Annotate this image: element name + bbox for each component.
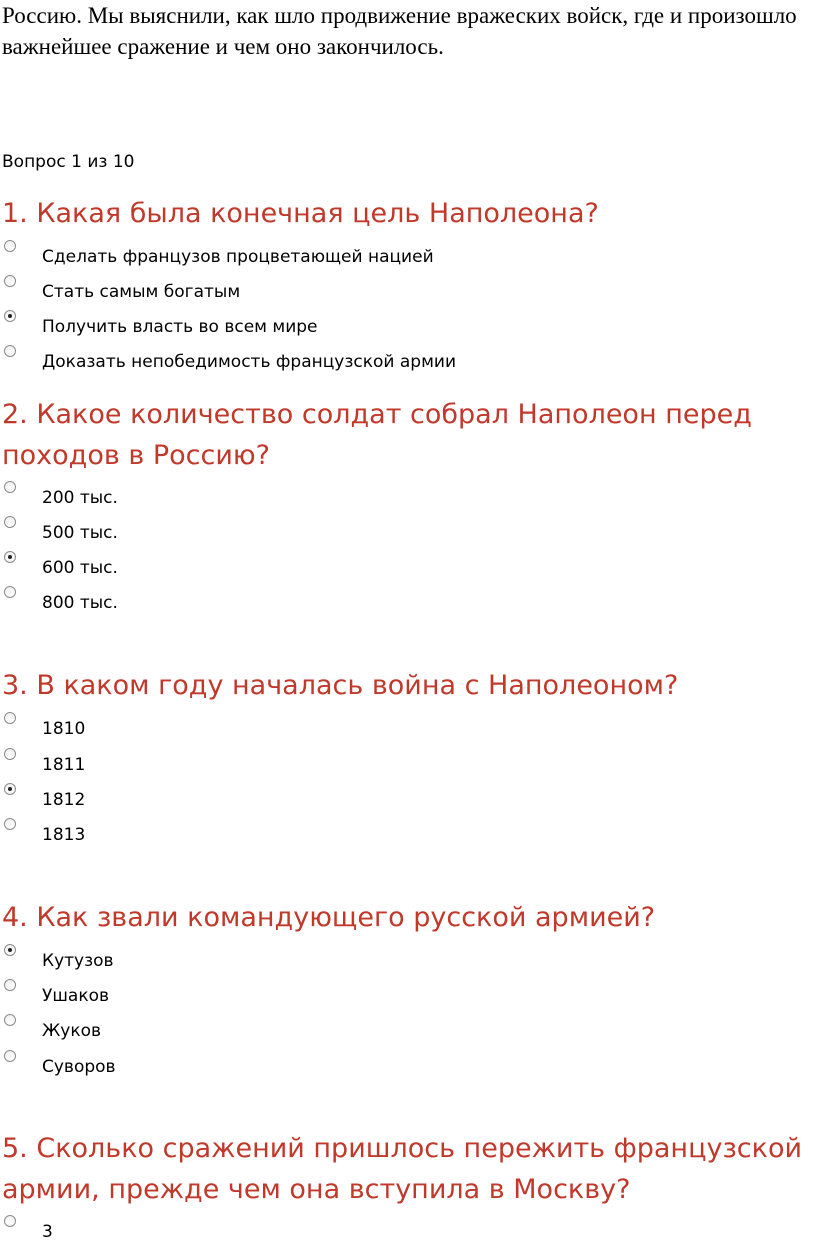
question-counter: Вопрос 1 из 10	[2, 152, 135, 172]
option-label: 800 тыс.	[42, 593, 118, 613]
option-label: 1811	[42, 755, 86, 775]
q2-option-2[interactable]	[0, 516, 700, 546]
option-label: 1813	[42, 825, 86, 845]
option-label: Жуков	[42, 1021, 102, 1041]
option-label: Суворов	[42, 1057, 116, 1077]
question-3-title: 3. В каком году началась война с Наполеоном?	[2, 670, 679, 701]
q1-option-1[interactable]	[0, 240, 700, 270]
option-label: Стать самым богатым	[42, 282, 241, 302]
radio-icon[interactable]	[4, 275, 16, 287]
option-label: 500 тыс.	[42, 523, 118, 543]
q2-option-1[interactable]	[0, 481, 700, 511]
question-4-title: 4. Как звали командующего русской армией?	[2, 902, 656, 933]
radio-icon[interactable]	[4, 1050, 16, 1062]
q3-option-1[interactable]	[0, 712, 700, 742]
radio-icon[interactable]	[4, 345, 16, 357]
q3-option-3[interactable]	[0, 783, 700, 813]
radio-icon[interactable]	[4, 240, 16, 252]
q2-option-4[interactable]	[0, 586, 700, 616]
radio-icon[interactable]	[4, 748, 16, 760]
q4-option-2[interactable]	[0, 979, 700, 1009]
radio-icon[interactable]	[4, 1215, 16, 1227]
q3-option-4[interactable]	[0, 818, 700, 848]
radio-icon[interactable]	[4, 979, 16, 991]
radio-icon[interactable]	[4, 586, 16, 598]
radio-checked-icon[interactable]	[4, 944, 16, 956]
radio-icon[interactable]	[4, 712, 16, 724]
question-2-title: 2. Какое количество солдат собрал Наполеон перед походов в Россию?	[2, 399, 752, 471]
radio-icon[interactable]	[4, 481, 16, 493]
option-label: Кутузов	[42, 951, 114, 971]
option-label: Сделать французов процветающей нацией	[42, 247, 434, 267]
option-label: 3	[42, 1222, 53, 1242]
option-label: 600 тыс.	[42, 558, 118, 578]
option-label: 200 тыс.	[42, 488, 118, 508]
option-label: 1812	[42, 790, 86, 810]
radio-checked-icon[interactable]	[4, 783, 16, 795]
option-label: 1810	[42, 719, 86, 739]
option-label: Получить власть во всем мире	[42, 317, 318, 337]
q4-option-1[interactable]	[0, 944, 700, 974]
radio-checked-icon[interactable]	[4, 551, 16, 563]
q3-option-2[interactable]	[0, 748, 700, 778]
option-label: Ушаков	[42, 986, 110, 1006]
radio-checked-icon[interactable]	[4, 310, 16, 322]
option-label: Доказать непобедимость французской армии	[42, 352, 457, 372]
radio-icon[interactable]	[4, 1014, 16, 1026]
q2-option-3[interactable]	[0, 551, 700, 581]
q4-option-3[interactable]	[0, 1014, 700, 1044]
q4-option-4[interactable]	[0, 1050, 700, 1080]
radio-icon[interactable]	[4, 516, 16, 528]
question-5-title: 5. Сколько сражений пришлось пережить французской армии, прежде чем она вступила в Москву?	[2, 1133, 803, 1205]
question-1-title: 1. Какая была конечная цель Наполеона?	[2, 198, 599, 229]
radio-icon[interactable]	[4, 818, 16, 830]
q1-option-3[interactable]	[0, 310, 700, 340]
q5-option-1[interactable]	[0, 1215, 700, 1245]
q1-option-2[interactable]	[0, 275, 700, 305]
q1-option-4[interactable]	[0, 345, 700, 375]
intro-paragraph: Россию. Мы выяснили, как шло продвижение вражеских войск, где и произошло важнейшее сражение и чем оно закончилось.	[2, 3, 797, 59]
